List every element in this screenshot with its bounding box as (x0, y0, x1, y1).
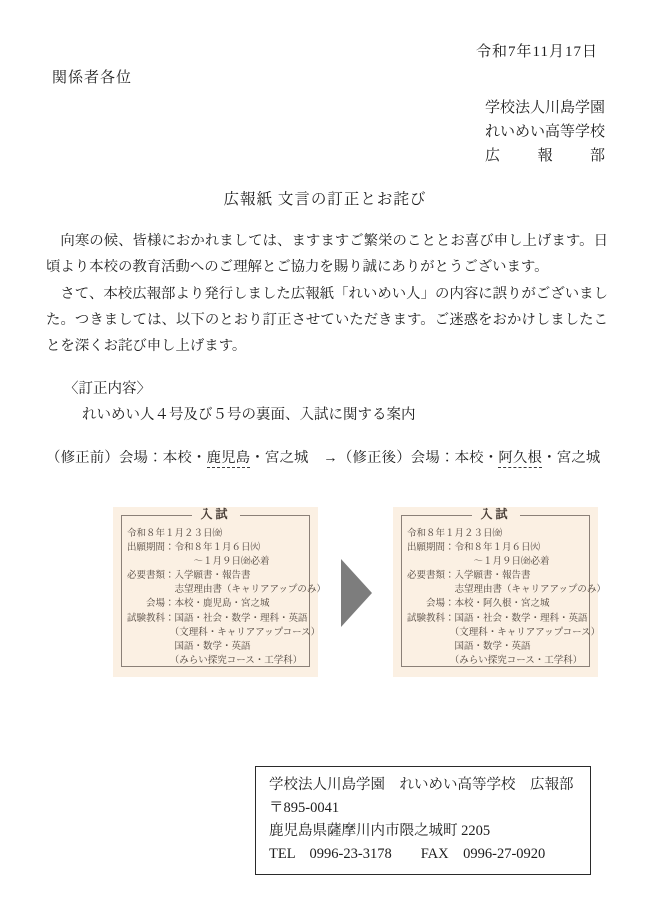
exam-card-before-legend: 入試 (191, 507, 239, 521)
card-line: 試験教科：国語・社会・数学・理科・英語 (407, 612, 588, 624)
card-line: 会場：本校・阿久根・宮之城 (407, 598, 550, 610)
card-line: 国語・数学・英語 (127, 640, 251, 652)
exam-card-after (393, 507, 606, 677)
contact-address: 鹿児島県薩摩川内市隈之城町 2205 (269, 823, 491, 839)
sender-school: れいめい高等学校 (485, 124, 606, 140)
correction-target: れいめい人４号及び５号の裏面、入試に関する案内 (82, 407, 416, 423)
card-line: 出願期間：令和８年１月６日㈫ (127, 542, 261, 554)
contact-phone-fax: TEL 0996-23-3178 FAX 0996-27-0920 (269, 846, 546, 862)
correction-line (46, 446, 616, 467)
body-text (46, 228, 608, 359)
exam-card-after-legend: 入試 (471, 507, 519, 521)
sender-block (485, 96, 605, 168)
sender-organization: 学校法人川島学園 (485, 100, 606, 116)
correction-after-tail: ・宮之城 (542, 450, 601, 466)
correction-after-text: （修正後）会場：本校・ (337, 450, 499, 466)
contact-box (255, 766, 591, 875)
exam-card-after-frame (401, 507, 606, 667)
correction-after-underlined: 阿久根 (498, 450, 543, 466)
correction-before-underlined: 鹿児島 (206, 450, 251, 466)
card-line: 令和８年１月２３日㈮ (127, 528, 223, 539)
correction-heading: 〈訂正内容〉 (64, 381, 151, 397)
card-line: ～１月９日㈮必着 (407, 556, 550, 568)
card-line: 国語・数学・英語 (407, 640, 531, 652)
card-line: 志望理由書（キャリアアップのみ） (407, 584, 606, 596)
card-line: 試験教科：国語・社会・数学・理科・英語 (127, 612, 308, 624)
card-line: （みらい探究コース・工学科） (127, 654, 303, 666)
contact-postal-code: 〒895-0041 (269, 800, 340, 816)
card-line: 志望理由書（キャリアアップのみ） (127, 584, 326, 596)
card-line: （みらい探究コース・工学科） (407, 654, 583, 666)
card-line: 必要書類：入学願書・報告書 (407, 570, 531, 582)
recipient-line: 関係者各位 (52, 70, 133, 86)
card-line: 令和８年１月２３日㈮ (407, 528, 503, 539)
correction-before-text: （修正前）会場：本校・ (46, 450, 207, 466)
card-line: 出願期間：令和８年１月６日㈫ (407, 542, 541, 554)
card-line: （文理科・キャリアアップコース） (407, 626, 601, 638)
right-arrow-icon (341, 559, 372, 627)
card-line: 会場：本校・鹿児島・宮之城 (127, 598, 270, 610)
correction-before-tail: ・宮之城 (250, 450, 309, 466)
document-date: 令和7年11月17日 (476, 44, 598, 60)
correction-arrow-text: → (308, 450, 338, 466)
card-line: （文理科・キャリアアップコース） (127, 626, 321, 638)
exam-card-before-frame (121, 507, 326, 667)
page-title: 広報紙 文言の訂正とお詫び (223, 191, 427, 208)
body-paragraph-2: さて、本校広報部より発行しました広報紙「れいめい人」の内容に誤りがございました。つきましては、以下のとおり訂正させていただきます。ご迷惑をおかけしましたことを深くお詫び申し上げます。 (46, 285, 608, 355)
card-line: 必要書類：入学願書・報告書 (127, 570, 251, 582)
exam-card-before (113, 507, 326, 677)
body-paragraph-1: 向寒の候、皆様におかれましては、ますますご繁栄のこととお喜び申し上げます。日頃より本校の教育活動へのご理解とご協力を賜り誠にありがとうございます。 (46, 233, 608, 276)
card-line: ～１月９日㈮必着 (127, 556, 270, 568)
contact-org-line: 学校法人川島学園 れいめい高等学校 広報部 (269, 777, 574, 793)
sender-department: 広 報 部 (485, 148, 605, 164)
